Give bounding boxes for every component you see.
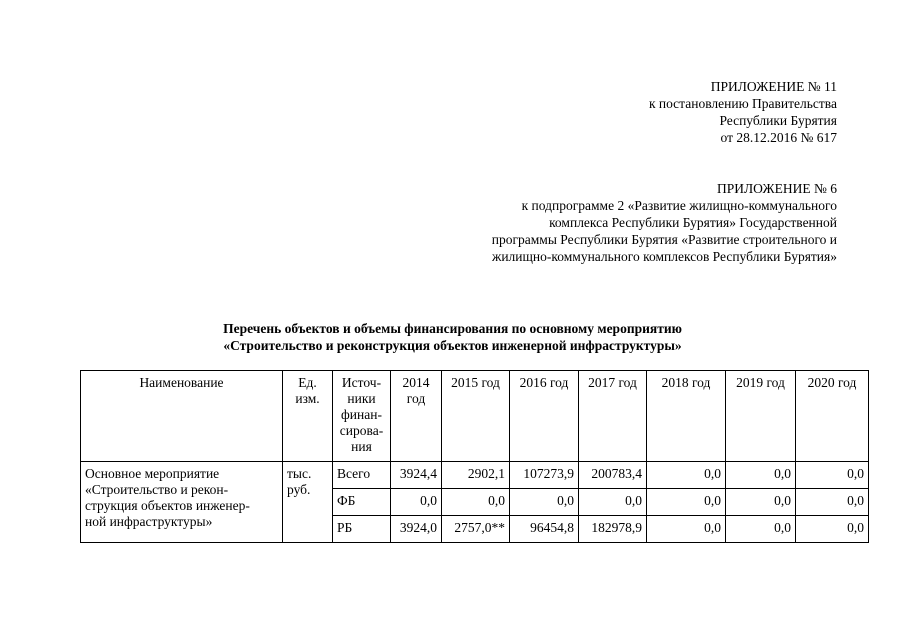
appendix-11-line: к постановлению Правительства <box>648 96 837 111</box>
document-title <box>0 320 905 354</box>
header-source-line: финан- <box>341 407 382 422</box>
item-name-line: Основное мероприятие <box>85 466 220 481</box>
appendix-6-line: комплекса Республики Бурятия» Государственной <box>549 215 837 230</box>
source-cell: Всего <box>333 462 391 489</box>
header-2018: 2018 год <box>647 371 726 462</box>
value-cell: 0,0 <box>391 489 442 516</box>
value-cell: 182978,9 <box>579 516 647 543</box>
value-cell: 0,0 <box>647 489 726 516</box>
header-source <box>333 371 391 462</box>
header-2014 <box>391 371 442 462</box>
table-header-row <box>81 371 869 462</box>
value-cell: 0,0 <box>647 516 726 543</box>
unit-cell <box>283 462 333 543</box>
header-2014-line: год <box>406 391 426 406</box>
value-cell: 0,0 <box>647 462 726 489</box>
title-line-1: Перечень объектов и объемы финансирования по основному мероприятию <box>223 321 682 336</box>
value-cell: 3924,0 <box>391 516 442 543</box>
appendix-6-line: к подпрограмме 2 «Развитие жилищно-коммунального <box>521 198 837 213</box>
source-cell: ФБ <box>333 489 391 516</box>
value-cell: 0,0 <box>442 489 510 516</box>
header-source-line: Источ- <box>341 375 382 390</box>
unit-line: тыс. <box>287 466 312 481</box>
value-cell: 0,0 <box>510 489 579 516</box>
value-cell: 2757,0** <box>442 516 510 543</box>
appendix-6-line: ПРИЛОЖЕНИЕ № 6 <box>716 181 837 196</box>
source-cell: РБ <box>333 516 391 543</box>
appendix-6-line: программы Республики Бурятия «Развитие строительного и <box>491 232 837 247</box>
appendix-6-line: жилищно-коммунального комплексов Республики Бурятия» <box>492 249 837 264</box>
title-line-2: «Строительство и реконструкция объектов инженерной инфраструктуры» <box>223 338 682 353</box>
value-cell: 0,0 <box>796 516 869 543</box>
item-name-line: ной инфраструктуры» <box>85 514 213 529</box>
appendix-11-line: Республики Бурятия <box>719 113 837 128</box>
value-cell: 0,0 <box>726 516 796 543</box>
value-cell: 0,0 <box>579 489 647 516</box>
header-unit-line: Ед. <box>298 375 317 390</box>
header-2016: 2016 год <box>510 371 579 462</box>
header-2020: 2020 год <box>796 371 869 462</box>
header-2014-line: 2014 <box>402 375 430 390</box>
header-2019: 2019 год <box>726 371 796 462</box>
value-cell: 96454,8 <box>510 516 579 543</box>
value-cell: 0,0 <box>796 489 869 516</box>
unit-line: руб. <box>287 482 311 497</box>
header-unit <box>283 371 333 462</box>
value-cell: 0,0 <box>726 462 796 489</box>
header-2017: 2017 год <box>579 371 647 462</box>
value-cell: 0,0 <box>796 462 869 489</box>
item-name-line: «Строительство и рекон- <box>85 482 229 497</box>
item-name-cell <box>81 462 283 543</box>
header-source-line: ния <box>351 439 372 454</box>
appendix-11-line: от 28.12.2016 № 617 <box>720 130 837 145</box>
header-2015: 2015 год <box>442 371 510 462</box>
financing-table <box>80 370 869 543</box>
header-source-line: ники <box>347 391 376 406</box>
value-cell: 0,0 <box>726 489 796 516</box>
value-cell: 2902,1 <box>442 462 510 489</box>
value-cell: 200783,4 <box>579 462 647 489</box>
appendix-6-block <box>492 180 837 265</box>
item-name-line: струкция объектов инженер- <box>85 498 250 513</box>
header-source-line: сирова- <box>339 423 384 438</box>
value-cell: 3924,4 <box>391 462 442 489</box>
appendix-11-block <box>649 78 837 146</box>
value-cell: 107273,9 <box>510 462 579 489</box>
appendix-11-line: ПРИЛОЖЕНИЕ № 11 <box>710 79 837 94</box>
header-name: Наименование <box>81 371 283 462</box>
header-unit-line: изм. <box>295 391 320 406</box>
table-row <box>81 462 869 489</box>
